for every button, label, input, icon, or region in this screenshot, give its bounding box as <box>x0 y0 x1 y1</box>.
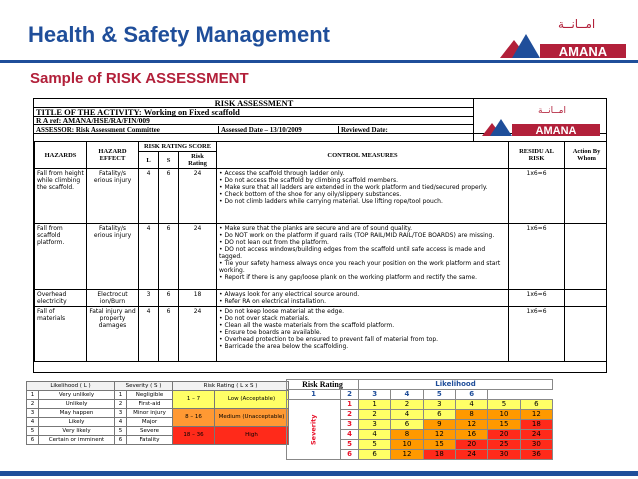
control-measure-item: • Check bottom of the shoe for any oily/slippery substances. <box>219 191 506 198</box>
col-risk-rating: Risk Rating <box>179 152 217 169</box>
severity-cell: 6 <box>159 169 179 224</box>
matrix-likelihood-label: Likelihood <box>359 380 553 390</box>
matrix-cell: 8 <box>455 410 487 420</box>
control-measure-item: • Always look for any electrical source around. <box>219 291 506 298</box>
table-row <box>35 169 608 224</box>
matrix-cell: 9 <box>423 420 455 430</box>
key-rows <box>27 391 289 445</box>
matrix-cell: 4 <box>455 400 487 410</box>
key-likelihood-header: Likelihood ( L ) <box>27 382 115 391</box>
likelihood-number: 1 <box>27 391 39 400</box>
severity-description: First-aid <box>127 400 173 409</box>
residual-risk-cell: 1x6=6 <box>509 307 565 362</box>
severity-level: 6 <box>341 450 359 460</box>
key-row <box>27 427 289 436</box>
col-l: L <box>139 152 159 169</box>
logo-arabic-text: امــانــة <box>558 17 596 31</box>
matrix-cell: 20 <box>455 440 487 450</box>
likelihood-description: Very likely <box>39 427 115 436</box>
matrix-title: Risk Rating <box>287 380 359 390</box>
action-by-cell <box>565 307 607 362</box>
rating-key-table <box>26 381 289 445</box>
control-measures-cell <box>217 224 509 290</box>
matrix-cell: 1 <box>359 400 391 410</box>
hazard-cell: Fall from height while climbing the scaffold. <box>35 169 87 224</box>
matrix-cell: 12 <box>520 410 552 420</box>
table-row <box>35 224 608 290</box>
form-title: RISK ASSESSMENT <box>34 99 474 108</box>
col-risk-rating-score: RISK RATING SCORE <box>139 142 217 152</box>
col-s: S <box>159 152 179 169</box>
rating-label: Low (Acceptable) <box>215 391 289 409</box>
likelihood-level: 6 <box>455 390 487 400</box>
rating-label: Medium (Unacceptable) <box>215 409 289 427</box>
severity-level: 1 <box>341 400 359 410</box>
matrix-cell: 30 <box>520 440 552 450</box>
control-measure-item: • Refer RA on electrical installation. <box>219 298 506 305</box>
matrix-cell: 20 <box>488 430 520 440</box>
control-measure-item: • Access the scaffold through ladder only. <box>219 170 506 177</box>
control-measure-item: • Make sure that the planks are secure and are of sound quality. <box>219 225 506 232</box>
severity-number: 1 <box>115 391 127 400</box>
likelihood-level: 2 <box>341 390 359 400</box>
severity-description: Severe <box>127 427 173 436</box>
col-hazards: HAZARDS <box>35 142 87 169</box>
assessed-date: Assessed Date – 13/10/2009 <box>219 126 339 134</box>
matrix-cell: 6 <box>359 450 391 460</box>
control-measure-item: • Ensure toe boards are available. <box>219 329 506 336</box>
rating-range: 1 – 7 <box>173 391 215 409</box>
control-measure-item: • Do not keep loose material at the edge. <box>219 308 506 315</box>
severity-level: 4 <box>341 430 359 440</box>
likelihood-description: Likely <box>39 418 115 427</box>
form-logo-cell <box>474 99 607 141</box>
form-logo-arabic: امــانــة <box>538 106 566 116</box>
likelihood-cell: 3 <box>139 290 159 307</box>
likelihood-level: 3 <box>359 390 391 400</box>
form-amana-logo <box>480 103 602 137</box>
matrix-severity-label: Severity <box>287 400 341 460</box>
rating-cell: 24 <box>179 307 217 362</box>
slide-subtitle: Sample of RISK ASSESSMENT <box>30 70 249 87</box>
matrix-cell: 15 <box>423 440 455 450</box>
logo-text: AMANA <box>558 44 608 59</box>
matrix-cell: 6 <box>423 410 455 420</box>
likelihood-description: Certain or imminent <box>39 436 115 445</box>
control-measures-list <box>219 291 506 305</box>
risk-rating-matrix <box>286 379 553 460</box>
rating-cell: 24 <box>179 169 217 224</box>
severity-level: 3 <box>341 420 359 430</box>
key-rating-header: Risk Rating ( L x S ) <box>173 382 289 391</box>
control-measures-list <box>219 308 506 350</box>
matrix-likelihood-row <box>287 390 553 400</box>
likelihood-number: 5 <box>27 427 39 436</box>
likelihood-description: May happen <box>39 409 115 418</box>
action-by-cell <box>565 169 607 224</box>
rating-label: High <box>215 427 289 445</box>
matrix-cell: 12 <box>455 420 487 430</box>
severity-description: Major <box>127 418 173 427</box>
matrix-cell: 24 <box>520 430 552 440</box>
matrix-cell: 5 <box>488 400 520 410</box>
ra-reference: R A ref: AMANA/HSE/RA/FIN/009 <box>34 117 474 125</box>
likelihood-level: 1 <box>287 390 341 400</box>
residual-risk-cell: 1x6=6 <box>509 224 565 290</box>
key-row <box>27 409 289 418</box>
matrix-rows <box>287 390 553 460</box>
control-measure-item: • Report if there is any gap/loose plank on the working platform and rectify the same. <box>219 274 506 281</box>
matrix-cell: 15 <box>488 420 520 430</box>
severity-number: 3 <box>115 409 127 418</box>
control-measure-item: • Tie your safety harness always once you reach your position on the work platform and start working. <box>219 260 506 274</box>
control-measures-cell <box>217 290 509 307</box>
matrix-cell: 5 <box>359 440 391 450</box>
control-measure-item: • Do not climb ladders while carrying material. Use lifting rope/tool pouch. <box>219 198 506 205</box>
col-residual-risk: RESIDU AL RISK <box>509 142 565 169</box>
severity-description: Fatality <box>127 436 173 445</box>
residual-risk-cell: 1x6=6 <box>509 169 565 224</box>
matrix-cell: 6 <box>391 420 423 430</box>
severity-number: 5 <box>115 427 127 436</box>
amana-logo <box>498 14 628 60</box>
key-row <box>27 391 289 400</box>
severity-cell: 6 <box>159 290 179 307</box>
risk-assessment-form <box>33 98 607 373</box>
rating-range: 18 – 36 <box>173 427 215 445</box>
matrix-cell: 30 <box>488 450 520 460</box>
hazard-cell: Fall of materials <box>35 307 87 362</box>
severity-number: 2 <box>115 400 127 409</box>
form-header <box>34 99 474 141</box>
footer-divider <box>0 471 638 476</box>
table-row <box>35 307 608 362</box>
col-action-by: Action By Whom <box>565 142 607 169</box>
matrix-cell: 2 <box>391 400 423 410</box>
matrix-cell: 3 <box>423 400 455 410</box>
form-logo-text: AMANA <box>535 125 577 137</box>
matrix-cell: 3 <box>359 420 391 430</box>
control-measure-item: • Do not access the scaffold by climbing scaffold members. <box>219 177 506 184</box>
control-measure-item: • Barricade the area below the scaffolding. <box>219 343 506 350</box>
matrix-cell: 4 <box>359 430 391 440</box>
likelihood-cell: 4 <box>139 224 159 290</box>
matrix-cell: 10 <box>488 410 520 420</box>
likelihood-level: 4 <box>391 390 423 400</box>
matrix-cell: 25 <box>488 440 520 450</box>
key-severity-header: Severity ( S ) <box>115 382 173 391</box>
severity-cell: 6 <box>159 224 179 290</box>
control-measure-item: • DO not access windows/building edges from the scaffold until safe access is made and tagged. <box>219 246 506 260</box>
risk-assessment-table <box>34 141 607 362</box>
control-measure-item: • DO not lean out from the platform. <box>219 239 506 246</box>
rating-cell: 24 <box>179 224 217 290</box>
severity-number: 4 <box>115 418 127 427</box>
residual-risk-cell: 1x6=6 <box>509 290 565 307</box>
control-measures-cell <box>217 169 509 224</box>
assessor: ASSESSOR: Risk Assessment Committee <box>34 126 219 134</box>
likelihood-number: 4 <box>27 418 39 427</box>
matrix-cell: 18 <box>520 420 552 430</box>
matrix-cell: 10 <box>391 440 423 450</box>
effect-cell: Electrocut ion/Burn <box>87 290 139 307</box>
matrix-cell: 4 <box>391 410 423 420</box>
reviewed-date: Reviewed Date: <box>339 126 474 134</box>
matrix-cell: 36 <box>520 450 552 460</box>
hazard-cell: Overhead electricity <box>35 290 87 307</box>
control-measure-item: • Do NOT work on the platform if guard rails (TOP RAIL/MID RAIL/TOE BOARDS) are missing. <box>219 232 506 239</box>
severity-description: Negligible <box>127 391 173 400</box>
effect-cell: Fatality/s erious injury <box>87 169 139 224</box>
severity-number: 6 <box>115 436 127 445</box>
matrix-cell: 18 <box>423 450 455 460</box>
control-measure-item: • Make sure that all ladders are extended in the work platform and tied/secured properly. <box>219 184 506 191</box>
likelihood-description: Very unlikely <box>39 391 115 400</box>
hazard-cell: Fall from scaffold platform. <box>35 224 87 290</box>
matrix-cell: 6 <box>520 400 552 410</box>
control-measure-item: • Do not over stack materials. <box>219 315 506 322</box>
table-row <box>35 290 608 307</box>
control-measures-list <box>219 170 506 205</box>
likelihood-number: 3 <box>27 409 39 418</box>
matrix-cell: 2 <box>359 410 391 420</box>
likelihood-number: 2 <box>27 400 39 409</box>
control-measures-list <box>219 225 506 281</box>
likelihood-cell: 4 <box>139 169 159 224</box>
effect-cell: Fatal injury and property damages <box>87 307 139 362</box>
activity-title: TITLE OF THE ACTIVITY: Working on Fixed scaffold <box>34 108 474 117</box>
risk-assessment-rows <box>35 169 608 362</box>
matrix-row <box>287 400 553 410</box>
likelihood-cell: 4 <box>139 307 159 362</box>
likelihood-level: 5 <box>423 390 455 400</box>
rating-range: 8 – 16 <box>173 409 215 427</box>
matrix-cell: 12 <box>391 450 423 460</box>
rating-cell: 18 <box>179 290 217 307</box>
col-control-measures: CONTROL MEASURES <box>217 142 509 169</box>
col-hazard-effect: HAZARD EFFECT <box>87 142 139 169</box>
severity-level: 5 <box>341 440 359 450</box>
control-measures-cell <box>217 307 509 362</box>
effect-cell: Fatality/s erious injury <box>87 224 139 290</box>
severity-cell: 6 <box>159 307 179 362</box>
slide-title: Health & Safety Management <box>28 22 330 47</box>
action-by-cell <box>565 290 607 307</box>
control-measure-item: • Overhead protection to be ensured to prevent fall of material from top. <box>219 336 506 343</box>
matrix-cell: 24 <box>455 450 487 460</box>
control-measure-item: • Clean all the waste materials from the scaffold platform. <box>219 322 506 329</box>
severity-description: Minor injury <box>127 409 173 418</box>
title-divider <box>0 60 638 63</box>
severity-level: 2 <box>341 410 359 420</box>
likelihood-description: Unlikely <box>39 400 115 409</box>
likelihood-number: 6 <box>27 436 39 445</box>
action-by-cell <box>565 224 607 290</box>
matrix-cell: 12 <box>423 430 455 440</box>
matrix-cell: 16 <box>455 430 487 440</box>
matrix-cell: 8 <box>391 430 423 440</box>
